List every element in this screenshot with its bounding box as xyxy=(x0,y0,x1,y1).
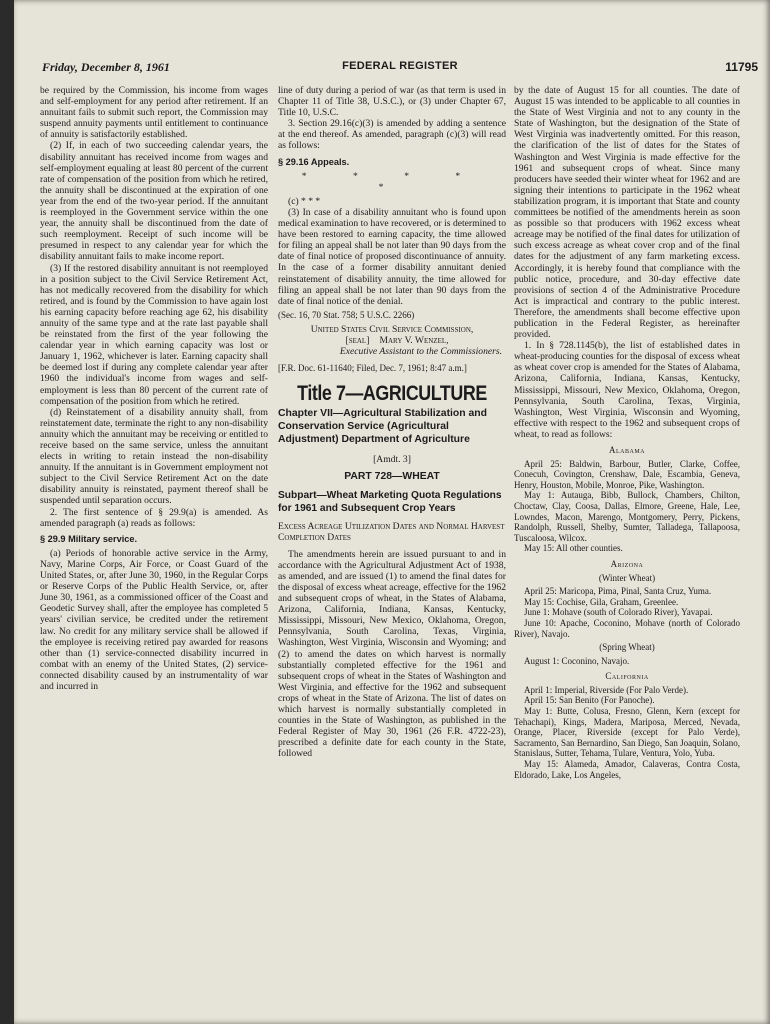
amendment-number: [Amdt. 3] xyxy=(373,454,411,466)
signature-title: Executive Assistant to the Commissioners. xyxy=(339,346,502,358)
paragraph: 1. In § 728.1145(b), the list of established dates in wheat-producing counties for the disposal of excess wheat as wheat cover crop is amended for the States of Alabama, Arizona, California, Indiana, Kansas, Kentucky, Mississippi, Missouri, New Mexico, Oklahoma, Oregon, Pennsylvania, South Carolina, Texas, Virginia, Washington, West Virginia, Wisconsin and Wyoming, effective with respect to the 1962 and subsequent crops of wheat, to read as follows: xyxy=(514,340,740,440)
column-3 xyxy=(514,85,740,780)
paragraph: The amendments herein are issued pursuant to and in accordance with the Agricultural Adjustment Act of 1938, as amended, and are issued (1) to amend the final dates for the disposal of excess wheat acreage, effective for the 1962 and subsequent crops of wheat, in the States of Alabama, Arizona, California, Indiana, Kansas, Kentucky, Mississippi, Missouri, New Mexico, Oklahoma, Oregon, Pennsylvania, South Carolina, Texas, Virginia, Washington, West Virginia, Wisconsin and Wyoming; and (2) to amend the dates on which harvest is normally substantially completed effective for the 1961 and subsequent crops of wheat in the States of Washington and West Virginia, and effective for the 1962 and subsequent crops of wheat in the State of Arizona. The list of dates on which harvest is normally substantially completed in counties in the State of Washington, as published in the Federal Register of May 30, 1961 (26 F.R. 4722-23), prescribed a definite date for each county in the State, followed xyxy=(278,548,506,760)
header-page-number: 11795 xyxy=(725,60,758,74)
list-item: May 15: All other counties. xyxy=(524,543,623,554)
column-2 xyxy=(278,85,506,760)
signature-block xyxy=(278,324,506,357)
list-item: May 15: Cochise, Gila, Graham, Greenlee. xyxy=(524,596,679,607)
list-item: May 15: Alameda, Amador, Calaveras, Contra Costa, Eldorado, Lake, Los Angeles, xyxy=(514,759,740,780)
list-item: May 1: Butte, Colusa, Fresno, Glenn, Kern (except for Tehachapi), Kings, Madera, Mariposa, Merced, Nevada, Orange, Placer, Riverside (except for Palo Verde), Sacramento, San Bernardino, San Diego, San Joaquin, Solano, Stanislaus, Sutter, Tehama, Tulare, Ventura, Yolo, Yuba. xyxy=(514,706,740,759)
subheading-winter-wheat: (Winter Wheat) xyxy=(598,572,656,583)
paragraph: line of duty during a period of war (as that term is used in Chapter 11 of Title 38, U.S.C.), or (3) under Chapter 67, Title 10, U.S.C. xyxy=(278,85,506,119)
paragraph: 3. Section 29.16(c)(3) is amended by adding a sentence at the end thereof. As amended, paragraph (c)(3) will read as follows: xyxy=(278,118,506,152)
list-item: April 25: Maricopa, Pima, Pinal, Santa Cruz, Yuma. xyxy=(524,586,712,597)
subpart-heading: Subpart—Wheat Marketing Quota Regulations for 1961 and Subsequent Crop Years xyxy=(278,489,502,514)
page-header xyxy=(42,60,758,76)
list-item: June 10: Apache, Coconino, Mohave (north of Colorado River), Navajo. xyxy=(514,617,740,639)
citation: (Sec. 16, 70 Stat. 758; 5 U.S.C. 2266) xyxy=(278,309,415,320)
list-item: August 1: Coconino, Navajo. xyxy=(524,655,630,666)
paragraph: (3) If the restored disability annuitant is not reemployed in a position subject to the Civil Service Retirement Act, has not medically recovered from the disability for which retired, and is found by the Commission to have again lost his earning capacity before reaching age 62, his disability annuity of the same type and at the rate last payable shall be reinstated from the first of the year following the calendar year in which earning capacity was lost or January 1, 1962, whichever is later. Earning capacity shall be deemed lost if during any complete calendar year after 1960 the individual's income from wages and self-employment is less than 80 percent of the current rate of compensation of the position from which he retired. xyxy=(40,262,268,407)
omission-stars: * * * * * xyxy=(301,170,483,193)
paragraph: (c) * * * xyxy=(288,195,321,207)
list-item: June 1: Mohave (south of Colorado River), Yavapai. xyxy=(524,607,713,618)
document-page xyxy=(14,0,770,1024)
state-heading-alabama: Alabama xyxy=(608,445,645,455)
column-1 xyxy=(40,85,268,692)
section-heading: § 29.9 Military service. xyxy=(40,533,138,544)
fr-doc-reference: [F.R. Doc. 61-11640; Filed, Dec. 7, 1961; 8:47 a.m.] xyxy=(278,363,467,374)
part-heading: PART 728—WHEAT xyxy=(344,471,440,483)
paragraph: 2. The first sentence of § 29.9(a) is amended. As amended paragraph (a) reads as follows: xyxy=(40,506,268,529)
title-heading: Title 7—AGRICULTURE xyxy=(297,382,487,406)
list-item: April 25: Baldwin, Barbour, Butler, Clarke, Coffee, Conecuh, Covington, Crenshaw, Dale, Escambia, Geneva, Henry, Houston, Mobile, Monroe, Pike, Washington. xyxy=(514,458,740,490)
paragraph: (3) In case of a disability annuitant who is found upon medical examination to have recovered, or is determined to have been restored to earning capacity, the time allowed for filing an appeal shall be not later than 90 days from the date of final notice of proposed discontinuance of annuity. In the case of a former disability annuitant denied reinstatement of disability annuity, the time allowed for filing an appeal shall be not later than 90 days from the date of final notice of the denial. xyxy=(278,206,506,307)
paragraph: (d) Reinstatement of a disability annuity shall, from reinstatement date, terminate the right to any non-disability annuity which the annuitant may be receiving or entitled to receive based on the same service, unless the annuitant elects in writing to retain instead the non-disability annuity. If the annuitant is in Government employment not subject to the Civil Service Retirement Act on the date disability annuity is reinstated, payment thereof shall be suspended until separation occurs. xyxy=(40,406,268,507)
header-date: Friday, December 8, 1961 xyxy=(42,60,170,74)
subheading-spring-wheat: (Spring Wheat) xyxy=(599,642,655,653)
list-item: May 1: Autauga, Bibb, Bullock, Chambers, Chilton, Choctaw, Clay, Coosa, Dallas, Elmore, Greene, Hale, Lee, Lowndes, Macon, Marengo, Montgomery, Perry, Pickens, Randolph, Russell, Shelby, Sumter, Talladega, Tallapoosa, Tuscaloosa, Wilcox. xyxy=(514,490,740,543)
list-item: April 15: San Benito (For Panoche). xyxy=(524,695,655,706)
paragraph: be required by the Commission, his income from wages and self-employment for any period after retirement. If an annuitant fails to submit such report, the Commission may suspend annuity payments until entitlement to continuance of annuity is satisfactorily established. xyxy=(40,85,268,141)
state-heading-arizona: Arizona xyxy=(610,558,644,569)
list-item: April 1: Imperial, Riverside (For Palo Verde). xyxy=(524,684,689,695)
county-date-list xyxy=(514,445,740,780)
paragraph: by the date of August 15 for all counties. The date of August 15 was intended to be applicable to all counties in the State of West Virginia and not to any county in the State of Washington, but the designation of the State of West Virginia was inadvertently omitted. For this reason, the clarification of the list of dates for the States of Washington and West Virginia is made effective for the 1961 and subsequent crops of wheat. Since many producers have seeded their winter wheat for 1962 and are signing their intentions to participate in the 1962 wheat stabilization program, it is important that State and county committees be notified of the amendments herein as soon as possible so that producers with 1962 excess wheat acreage may be notified of the final dates for utilization of such excess acreage as wheat cover crop and of the final dates for the adjustment of any farm marketing excess. Accordingly, it is hereby found that compliance with the public notice, procedure, and 30-day effective date provisions of section 4 of the Administrative Procedure Act is impractical and contrary to the public interest. Therefore, the amendments shall become effective upon publication in the Federal Register, as hereinafter provided. xyxy=(514,85,740,341)
paragraph: (a) Periods of honorable active service in the Army, Navy, Marine Corps, Air Force, or Coast Guard of the United States, or, after June 30, 1960, in the Regular Corps or Reserve Corps of the Public Health Service, or, after June 30, 1961, as a commissioned officer of the Coast and Geodetic Survey shall, after the employee has completed 5 years' civilian service, be credited under the retirement law. No credit for any military service shall be allowed if the employee is receiving retired pay awarded for reasons other than (1) service-connected disability incurred in combat with an enemy of the United States, (2) service-connected disability caused by an instrumentality of war and incurred in xyxy=(40,547,268,692)
state-heading-california: California xyxy=(605,671,649,682)
signature-agency: United States Civil Service Commission, xyxy=(310,323,474,335)
signature-name: Mary V. Wenzel, xyxy=(379,334,449,346)
caption: Excess Acreage Utilization Dates and Normal Harvest Completion Dates xyxy=(278,520,505,543)
header-publication: FEDERAL REGISTER xyxy=(342,60,458,72)
section-heading: § 29.16 Appeals. xyxy=(278,156,350,167)
seal-label: [seal] xyxy=(345,334,370,346)
chapter-heading: Chapter VII—Agricultural Stabilization and Conservation Service (Agricultural Adjustment) Department of Agriculture xyxy=(278,408,487,446)
paragraph: (2) If, in each of two succeeding calendar years, the disability annuitant has received income from wages and self-employment equaling at least 80 percent of the current rate of compensation of the position from which he retired, the annuity shall be discontinued at the expiration of one year from the end of the two-year period. If the annuitant is reemployed in the Government service within the one year, the annuity shall be discontinued from the date of such reemployment. Receipt of such income will be presumed in respect to any calendar year for which the disability annuitant fails to make income report. xyxy=(40,140,268,263)
